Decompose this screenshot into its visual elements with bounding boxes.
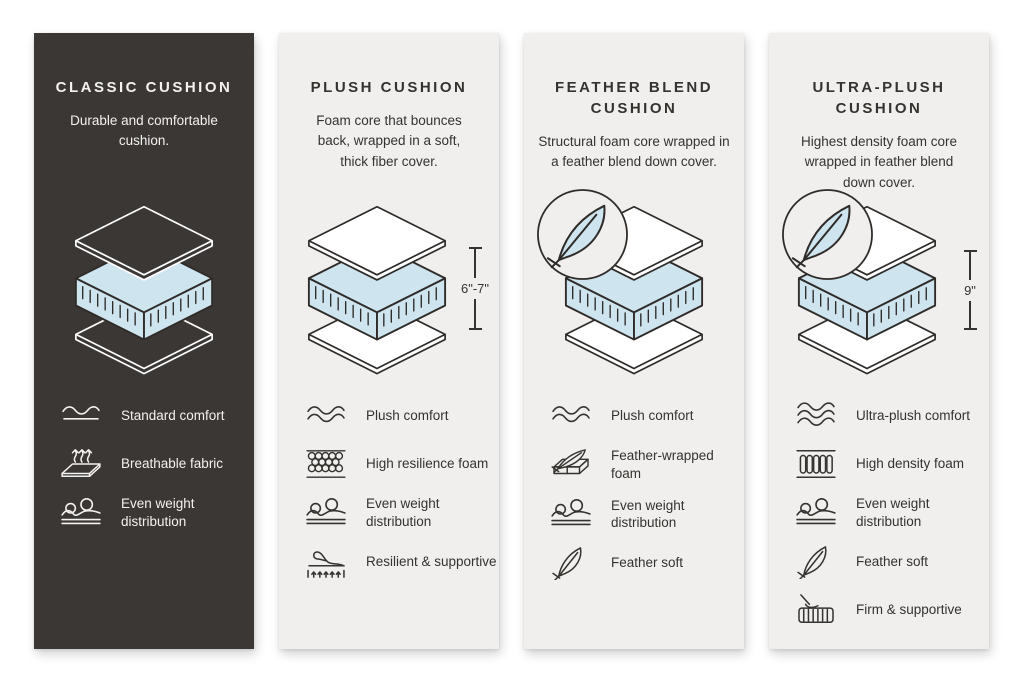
feature-item (769, 447, 989, 481)
feature-item (524, 399, 744, 433)
card-title: ULTRA-PLUSH CUSHION (812, 79, 946, 117)
feature-item (524, 546, 744, 580)
measure-line (969, 301, 971, 329)
feature-list (769, 399, 989, 641)
feature-item (279, 495, 499, 531)
feature-label: High density foam (856, 456, 965, 472)
height-measurement (456, 247, 494, 330)
measure-line (474, 249, 476, 278)
firm-icon (794, 593, 838, 627)
card-description: Structural foam core wrapped in a feather blend down cover. (538, 134, 730, 170)
cushion-illustration (769, 201, 989, 387)
feather-icon (549, 546, 593, 580)
measure-line (474, 299, 476, 328)
cushion-layers-icon (296, 205, 458, 377)
weight-distribution-icon (304, 496, 348, 530)
measure-cap-bottom (469, 328, 482, 330)
feature-item (279, 545, 499, 579)
card-feather-blend-cushion (524, 33, 744, 649)
cushion-layers-icon (63, 205, 225, 377)
feature-item (34, 447, 254, 481)
feature-item (34, 495, 254, 531)
wave-icon (59, 399, 103, 433)
feature-item (769, 399, 989, 433)
feature-item (279, 447, 499, 481)
feature-list (279, 399, 499, 593)
weight-distribution-icon (549, 497, 593, 531)
feature-item (524, 497, 744, 533)
feature-label: Plush comfort (611, 408, 694, 424)
measurement-value: 9" (964, 282, 976, 298)
height-measurement (953, 250, 987, 330)
feather-icon (794, 545, 838, 579)
card-title: CLASSIC CUSHION (55, 79, 233, 96)
weight-distribution-icon (794, 496, 838, 530)
double-wave-icon (304, 399, 348, 433)
dense-foam-icon (794, 447, 838, 481)
triple-wave-icon (794, 399, 838, 433)
feature-label: Even weight distribution (121, 496, 195, 529)
feature-item (769, 495, 989, 531)
feature-item (524, 447, 744, 483)
feature-label: Firm & supportive (856, 601, 962, 617)
card-classic-cushion (34, 33, 254, 649)
feature-label: Even weight distribution (611, 497, 685, 531)
card-description: Highest density foam core wrapped in feather blend down cover. (800, 134, 958, 190)
feature-item (769, 593, 989, 627)
feature-label: Ultra-plush comfort (856, 408, 971, 424)
feather-foam-icon (549, 448, 593, 482)
foam-cells-icon (304, 447, 348, 481)
double-wave-icon (549, 399, 593, 433)
card-description: Foam core that bounces back, wrapped in a soft, thick fiber cover. (316, 113, 462, 169)
feature-label: Even weight distribution (366, 496, 440, 529)
feature-item (279, 399, 499, 433)
measure-cap-bottom (964, 328, 977, 330)
resilient-icon (304, 545, 348, 579)
cushion-illustration (34, 201, 254, 387)
feather-badge-icon (780, 187, 875, 282)
feature-label: Even weight distribution (856, 496, 930, 529)
feature-list (34, 399, 254, 545)
card-ultra-plush-cushion (769, 33, 989, 649)
cushion-illustration (279, 201, 499, 387)
feature-label: Breathable fabric (121, 456, 224, 472)
feather-badge-icon (535, 187, 630, 282)
feature-label: Feather-wrapped foam (611, 448, 714, 481)
feature-label: Feather soft (611, 555, 684, 571)
feature-item (34, 399, 254, 433)
card-description: Durable and comfortable cushion. (70, 113, 218, 149)
weight-distribution-icon (59, 496, 103, 530)
cushion-illustration (524, 201, 744, 387)
card-title: FEATHER BLEND CUSHION (554, 79, 714, 117)
feature-label: High resilience foam (366, 456, 489, 472)
measure-line (969, 252, 971, 280)
card-title: PLUSH CUSHION (310, 79, 468, 96)
feature-item (769, 545, 989, 579)
feature-label: Plush comfort (366, 408, 449, 424)
card-plush-cushion (279, 33, 499, 649)
feature-label: Resilient & supportive (366, 553, 497, 569)
feature-label: Feather soft (856, 553, 929, 569)
measurement-value: 6"-7" (460, 281, 490, 296)
feature-label: Standard comfort (121, 408, 225, 424)
breathable-icon (59, 447, 103, 481)
feature-list (524, 399, 744, 594)
